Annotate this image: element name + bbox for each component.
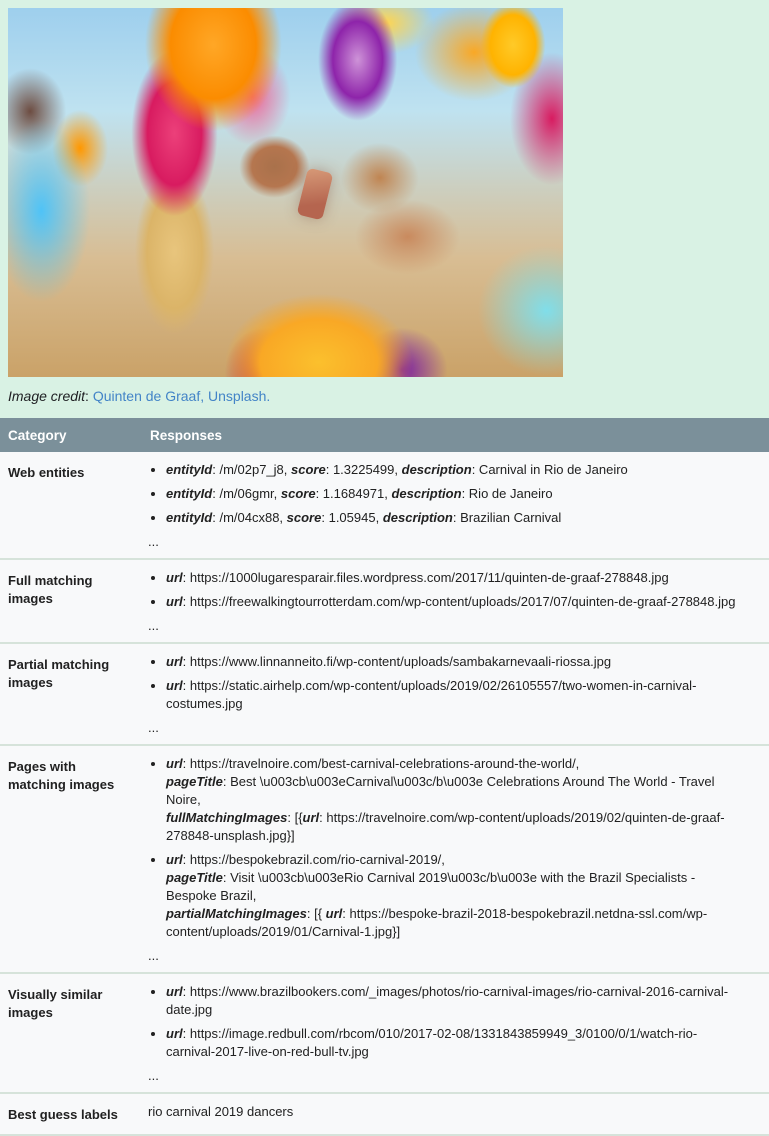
responses-table [0,418,769,1136]
responses-list [148,653,743,713]
field-value: : [{ [306,906,326,921]
field-value: : https://static.airhelp.com/wp-content/uploads/2019/02/26105557/two-women-in-carnival-costumes.jpg [166,678,697,711]
table-body [0,452,769,1135]
truncation-ellipsis: ... [148,534,159,549]
responses-list [148,983,743,1061]
field-value: : https://travelnoire.com/wp-content/uploads/2019/02/quinten-de-graaf-278848-unsplash.jpg}] [166,810,725,843]
field-value: : https://freewalkingtourrotterdam.com/wp-content/uploads/2017/07/quinten-de-graaf-278848.jpg [182,594,736,609]
category-cell: Pages with matching images [0,745,142,973]
table-row [0,559,769,643]
truncation-ellipsis: ... [148,1068,159,1083]
image-credit [8,388,769,404]
field-value: : [{ [287,810,303,825]
credit-period: . [266,388,271,404]
response-item [166,593,743,611]
field-key: fullMatchingImages [166,810,288,825]
table-header [0,418,769,452]
column-header-category: Category [0,418,142,452]
field-key: url [166,570,183,585]
truncation-ellipsis: ... [148,618,159,633]
field-key: pageTitle [166,870,223,885]
table-row [0,973,769,1093]
phone-shape [297,168,334,221]
field-value: : 1.05945, [321,510,383,525]
response-item [166,755,743,845]
field-value: : https://www.brazilbookers.com/_images/photos/rio-carnival-images/rio-carnival-2016-carnival-date.jpg [166,984,729,1017]
responses-cell [142,973,769,1093]
response-item [166,851,743,941]
response-item [166,509,743,527]
field-value: : https://travelnoire.com/best-carnival-celebrations-around-the-world/, [182,756,580,771]
field-key: url [166,678,183,693]
category-cell: Visually similar images [0,973,142,1093]
field-value: : Visit \u003cb\u003eRio Carnival 2019\u003c/b\u003e with the Brazil Specialists - Bespoke Brazil, [166,870,696,903]
field-key: partialMatchingImages [166,906,307,921]
field-key: entityId [166,486,213,501]
field-value: : Brazilian Carnival [452,510,562,525]
responses-cell [142,643,769,745]
field-value: : Best \u003cb\u003eCarnival\u003c/b\u003e Celebrations Around The World - Travel Noire, [166,774,715,807]
field-key: url [166,594,183,609]
field-value: : https://www.linnanneito.fi/wp-content/uploads/sambakarnevaali-riossa.jpg [182,654,612,669]
page [0,8,769,1136]
credit-separator: : [85,388,93,404]
field-key: pageTitle [166,774,223,789]
field-key: score [280,486,316,501]
response-item [166,1025,743,1061]
response-item [166,653,743,671]
field-value: : Carnival in Rio de Janeiro [471,462,628,477]
response-item [166,983,743,1019]
responses-cell [142,1093,769,1135]
field-key: url [166,984,183,999]
response-item [166,461,743,479]
field-value: : https://bespoke-brazil-2018-bespokebrazil.netdna-ssl.com/wp-content/uploads/2019/01/Carnival-1.jpg}] [166,906,708,939]
field-key: url [166,654,183,669]
field-key: url [325,906,343,921]
truncation-ellipsis: ... [148,948,159,963]
field-key: description [391,486,462,501]
table-row [0,1093,769,1135]
responses-list [148,569,743,611]
field-value: : https://1000lugaresparair.files.wordpress.com/2017/11/quinten-de-graaf-278848.jpg [182,570,669,585]
field-key: url [166,852,183,867]
field-key: url [166,1026,183,1041]
header-row [0,418,769,452]
responses-list [148,461,743,527]
field-key: entityId [166,462,213,477]
field-key: score [286,510,322,525]
category-cell: Best guess labels [0,1093,142,1135]
responses-list [148,755,743,941]
truncation-ellipsis: ... [148,720,159,735]
field-value: : 1.1684971, [315,486,392,501]
response-item [166,485,743,503]
plain-response: rio carnival 2019 dancers [148,1104,294,1119]
field-key: description [382,510,453,525]
responses-cell [142,745,769,973]
category-cell: Web entities [0,452,142,559]
field-value: : https://bespokebrazil.com/rio-carnival-2019/, [182,852,445,867]
column-header-responses: Responses [142,418,769,452]
table-row [0,745,769,973]
field-value: : /m/02p7_j8, [212,462,292,477]
field-value: : 1.3225499, [325,462,402,477]
responses-cell [142,559,769,643]
field-key: score [291,462,326,477]
field-value: : /m/04cx88, [212,510,287,525]
field-key: url [302,810,320,825]
field-key: description [401,462,472,477]
field-key: entityId [166,510,213,525]
credit-link[interactable]: Quinten de Graaf, Unsplash [92,388,267,404]
credit-prefix: Image credit [8,388,86,404]
table-row [0,452,769,559]
response-item [166,677,743,713]
response-item [166,569,743,587]
table-row [0,643,769,745]
category-cell: Partial matching images [0,643,142,745]
field-value: : Rio de Janeiro [461,486,553,501]
field-value: : /m/06gmr, [212,486,281,501]
field-key: url [166,756,183,771]
responses-cell [142,452,769,559]
field-value: : https://image.redbull.com/rbcom/010/2017-02-08/1331843859949_3/0100/0/1/watch-rio-carnival-2017-live-on-red-bull-tv.jpg [166,1026,698,1059]
category-cell: Full matching images [0,559,142,643]
carnival-photo [8,8,563,377]
